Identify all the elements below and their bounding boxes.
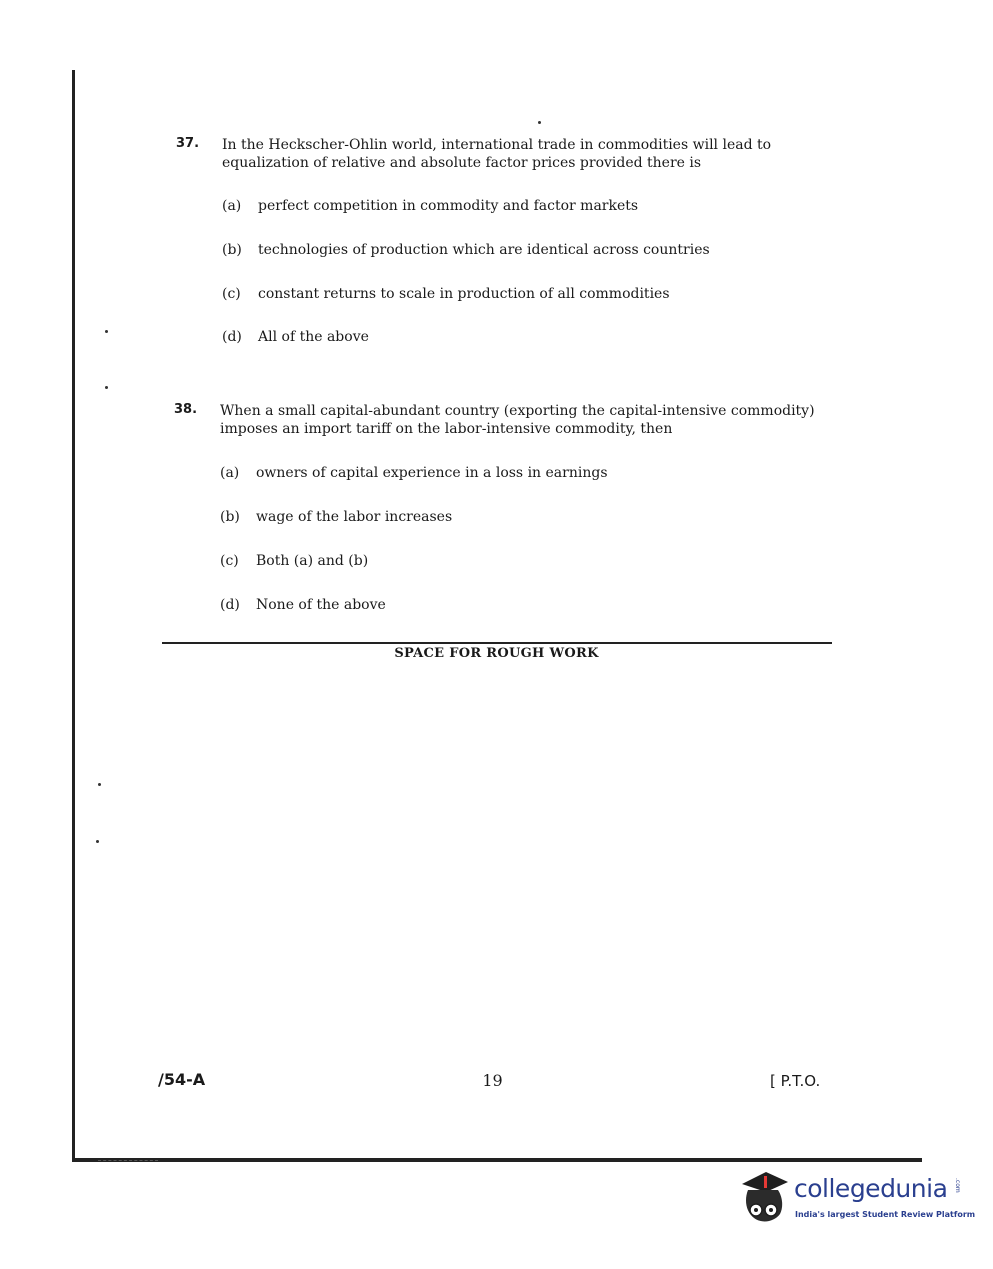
option-text: constant returns to scale in production of all commodities [258,286,670,302]
option-label: (c) [220,553,239,569]
option-a [222,198,638,214]
paper-code: /54-A [158,1070,206,1089]
option-b [220,509,452,525]
scan-speck [105,330,108,333]
option-label: (d) [222,329,242,345]
option-c [220,553,368,569]
rough-work-divider [162,642,832,644]
option-text: None of the above [256,597,386,613]
rough-work-title: SPACE FOR ROUGH WORK [394,646,599,661]
question-38 [174,402,839,613]
scan-left-edge [72,70,75,1162]
brand-tagline: India's largest Student Review Platform [795,1210,976,1219]
question-text: When a small capital-abundant country (exporting the capital-intensive commodity) imposes an import tariff on the labor-intensive commodity, then [220,403,815,437]
scan-speck [96,840,99,843]
scan-speck [105,386,108,389]
option-label: (b) [220,509,240,525]
mascot-icon [738,1166,790,1224]
collegedunia-logo [738,1166,976,1226]
scan-bottom-dash [98,1160,158,1161]
option-label: (a) [222,198,242,214]
scan-bottom-edge [72,1158,922,1162]
option-label: (a) [220,465,240,481]
option-text: perfect competition in commodity and factor markets [258,198,639,214]
option-label: (b) [222,242,242,258]
option-d [220,597,386,613]
option-text: technologies of production which are identical across countries [258,242,710,258]
option-text: wage of the labor increases [256,509,453,525]
option-c [222,286,670,302]
question-text: In the Heckscher-Ohlin world, international trade in commodities will lead to equalization of relative and absolute factor prices provided there is [222,137,772,171]
option-label: (c) [222,286,241,302]
option-label: (d) [220,597,240,613]
brand-domain-suffix: .com [954,1178,961,1193]
question-number: 38. [174,402,198,417]
scan-speck [98,783,101,786]
scan-speck [538,121,541,124]
option-d [222,329,369,345]
question-number: 37. [176,136,200,151]
page-number: 19 [482,1071,503,1090]
option-text: owners of capital experience in a loss in earnings [256,465,608,481]
option-text: All of the above [258,329,369,345]
option-text: Both (a) and (b) [256,553,369,569]
option-a [220,465,608,481]
brand-name: collegedunia [794,1174,948,1203]
option-b [222,242,710,258]
question-37 [176,136,841,345]
pto-label: [ P.T.O. [770,1072,821,1090]
